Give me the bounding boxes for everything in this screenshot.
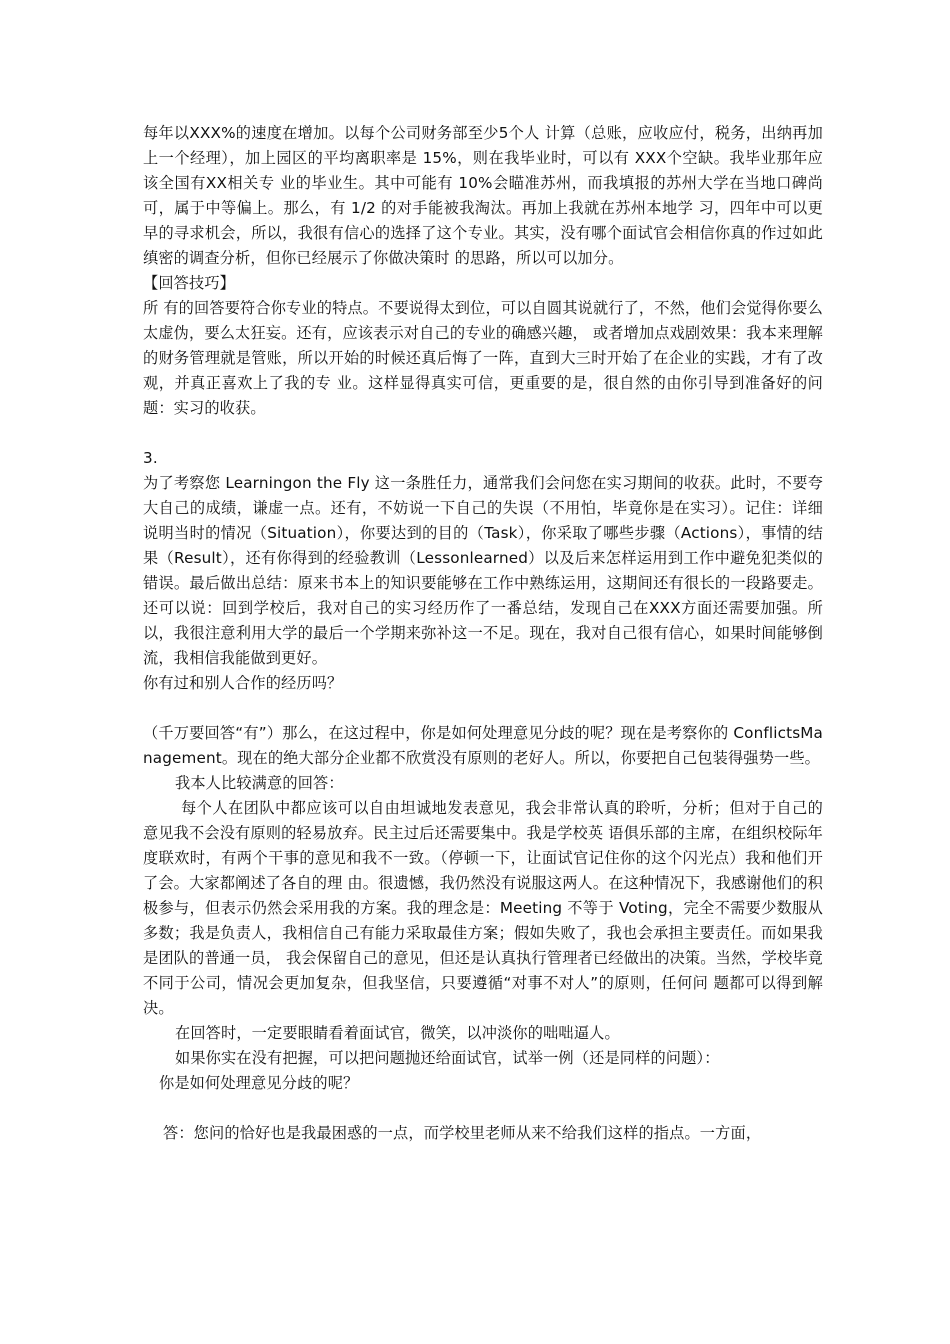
blank-line (143, 1096, 823, 1121)
question-handle-disagreement: 你是如何处理意见分歧的呢？ (159, 1074, 359, 1092)
blank-line (143, 696, 823, 721)
paragraph-satisfied-answer-intro: 我本人比较满意的回答： (175, 774, 344, 792)
paragraph-satisfied-answer: 每个人在团队中都应该可以自由坦诚地发表意见，我会非常认真的聆听，分析；但对于自己的意见我不会没有原则的轻易放弃。民主过后还需要集中。我是学校英 语俱乐部的主席，在组织校际年度联欢时，有两个干事的意见和我不一致。（停顿一下，让面试官记住你的这个闪光点）我和他们开了会。大家都阐述了各自的理 由。很遗憾，我仍然没有说服这两人。在这种情况下，我感谢他们的积极参与，但表示仍然会采用我的方案。我的理念是：Meeting 不等于 Voting，完全不需要少数服从多数；我是负责人，我相信自己有能力采取最佳方案；假如失败了，我也会承担主要责任。而如果我是团队的普通一员， 我会保留自己的意见，但还是认真执行管理者已经做出的决策。当然，学校毕竟不同于公司，情况会更加复杂，但我坚信，只要遵循“对事不对人”的原则，任何问 题都可以得到解决。 (143, 799, 823, 1017)
heading-answer-tips: 【回答技巧】 (143, 274, 236, 292)
question-cooperation: 你有过和别人合作的经历吗？ (143, 674, 343, 692)
paragraph-ask-back: 如果你实在没有把握，可以把问题抛还给面试官，试举一例（还是同样的问题）： (175, 1049, 720, 1067)
paragraph-answer: 答：您问的恰好也是我最困惑的一点，而学校里老师从来不给我们这样的指点。一方面， (163, 1124, 762, 1142)
paragraph-answer-tips: 所 有的回答要符合你专业的特点。不要说得太到位，可以自圆其说就行了，不然，他们会觉得你要么太虚伪，要么太狂妄。还有，应该表示对自己的专业的确感兴趣， 或者增加点戏剧效果：我本来理解的财务管理就是管账，所以开始的时候还真后悔了一阵，直到大三时开始了在企业的实践，才有了改观，并真正喜欢上了我的专 业。这样显得真实可信，更重要的是，很自然的由你引导到准备好的问题：实习的收获。 (143, 299, 823, 417)
paragraph-market-analysis: 每年以XXX%的速度在增加。以每个公司财务部至少5个人 计算（总账，应收应付，税务，出纳再加上一个经理），加上园区的平均离职率是 15%，则在我毕业时，可以有 XXX个空缺。我毕业那年应该全国有XX相关专 业的毕业生。其中可能有 10%会瞄准苏州，而我填报的苏州大学在当地口碑尚可，属于中等偏上。那么，有 1/2 的对手能被我淘汰。再加上我就在苏州本地学 习，四年中可以更早的寻求机会，所以，我很有信心的选择了这个专业。其实，没有哪个面试官会相信你真的作过如此缜密的调查分析，但你已经展示了你做决策时 的思路，所以可以加分。 (143, 124, 823, 267)
paragraph-conflicts: （千万要回答“有”）那么，在这过程中，你是如何处理意见分歧的呢？现在是考察你的 ConflictsManagement。现在的绝大部分企业都不欣赏没有原则的老好人。所以，你要把自己包装得强势一些。 (143, 724, 823, 767)
paragraph-internship: 为了考察您 Learningon the Fly 这一条胜任力，通常我们会问您在实习期间的收获。此时，不要夸大自己的成绩，谦虚一点。还有，不妨说一下自己的失误（不用怕，毕竟你是在实习）。记住：详细说明当时的情况（Situation），你要达到的目的（Task），你采取了哪些步骤（Actions），事情的结果（Result），还有你得到的经验教训（Lessonlearned）以及后来怎样运用到工作中避免犯类似的错误。最后做出总结：原来书本上的知识要能够在工作中熟练运用，这期间还有很长的一段路要走。还可以说：回到学校后，我对自己的实习经历作了一番总结，发现自己在XXX方面还需要加强。所以，我很注意利用大学的最后一个学期来弥补这一不足。现在，我对自己很有信心，如果时间能够倒流，我相信我能做到更好。 (143, 474, 823, 667)
blank-line (143, 421, 823, 446)
paragraph-eye-contact: 在回答时，一定要眼睛看着面试官，微笑，以冲淡你的咄咄逼人。 (175, 1024, 620, 1042)
document-body (143, 121, 823, 1146)
section-number: 3. (143, 449, 158, 467)
